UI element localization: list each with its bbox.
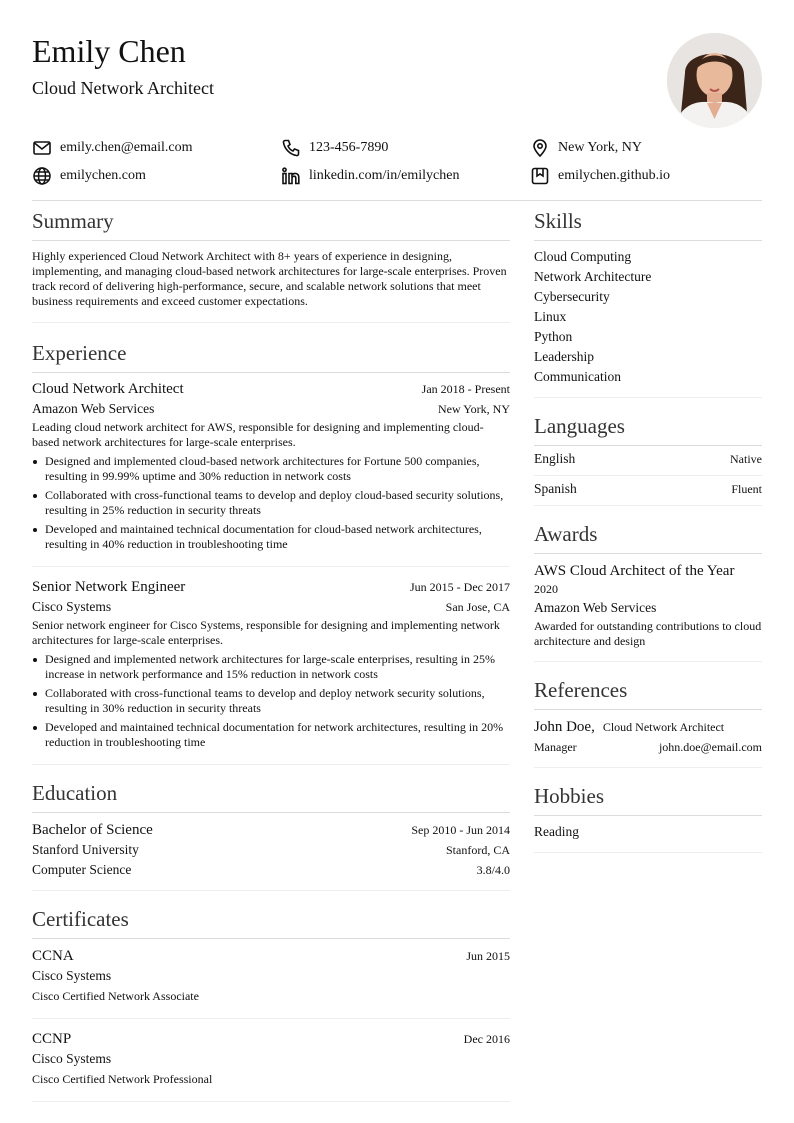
contact-phone-text: 123-456-7890 xyxy=(309,140,389,155)
resume-header xyxy=(32,32,762,132)
section-end-divider xyxy=(534,397,762,398)
skills-section xyxy=(534,208,762,398)
education-item xyxy=(32,813,510,890)
award-item xyxy=(534,554,762,661)
reference-item xyxy=(534,710,762,767)
job-bullet: Designed and implemented network architectures for large-scale enterprises, resulting in 25% increase in network performance and 15% reduction in network costs xyxy=(32,652,510,682)
right-column xyxy=(534,208,762,853)
certificate-date: Jun 2015 xyxy=(466,949,510,963)
contact-location xyxy=(530,134,762,162)
job-description: Senior network engineer for Cisco Systems, responsible for designing and implementing network architectures for large-scale enterprises. xyxy=(32,618,500,647)
candidate-title: Cloud Network Architect xyxy=(32,78,214,98)
hobby-item: Reading xyxy=(534,824,579,839)
award-title: AWS Cloud Architect of the Year xyxy=(534,563,735,579)
job-role: Senior Network Engineer xyxy=(32,579,186,595)
section-end-divider xyxy=(534,505,762,506)
languages-heading: Languages xyxy=(534,414,625,438)
education-section xyxy=(32,780,510,891)
awards-section xyxy=(534,521,762,662)
language-item xyxy=(534,446,762,475)
language-name: English xyxy=(534,451,576,466)
contact-list xyxy=(32,134,762,190)
contact-linkedin[interactable] xyxy=(281,162,530,190)
section-end-divider xyxy=(534,767,762,768)
contact-linkedin-text: linkedin.com/in/emilychen xyxy=(309,168,460,183)
school-location: Stanford, CA xyxy=(446,843,510,857)
references-heading: References xyxy=(534,678,628,702)
skill-item: Linux xyxy=(534,309,567,324)
section-end-divider xyxy=(534,661,762,662)
certificate-name: CCNA xyxy=(32,948,74,964)
skills-heading: Skills xyxy=(534,209,582,233)
experience-section xyxy=(32,340,510,765)
education-dates: Sep 2010 - Jun 2014 xyxy=(411,823,510,837)
job-bullet: Collaborated with cross-functional teams to develop and deploy cloud-based security solutions, resulting in 25% reduction in security threats xyxy=(32,488,510,518)
school: Stanford University xyxy=(32,842,139,857)
summary-section xyxy=(32,208,510,323)
summary-heading: Summary xyxy=(32,209,114,233)
section-end-divider xyxy=(32,1101,510,1102)
job-location: New York, NY xyxy=(437,402,510,416)
skill-item: Cybersecurity xyxy=(534,289,610,304)
globe-icon xyxy=(32,166,52,186)
award-year: 2020 xyxy=(534,582,558,596)
linkedin-icon xyxy=(281,166,301,186)
language-level: Native xyxy=(730,452,762,466)
job-company: Cisco Systems xyxy=(32,599,112,614)
job-dates: Jan 2018 - Present xyxy=(421,382,510,396)
left-column xyxy=(32,208,510,1102)
awards-heading: Awards xyxy=(534,522,598,546)
contact-website[interactable] xyxy=(32,162,281,190)
job-role: Cloud Network Architect xyxy=(32,381,184,397)
contact-github[interactable] xyxy=(530,162,762,190)
certificate-item xyxy=(32,939,510,1018)
reference-position: Cloud Network Architect xyxy=(602,720,725,734)
reference-email[interactable]: john.doe@email.com xyxy=(658,740,762,754)
skill-item: Communication xyxy=(534,369,621,384)
certificate-full-name: Cisco Certified Network Associate xyxy=(32,989,199,1003)
summary-text: Highly experienced Cloud Network Architect with 8+ years of experience in designing, implementing, and managing cloud-based network architectures for large-scale enterprises. Proven track record of delivering high-performance, secure, and scalable network solutions that meet business requirements and exceed customer expectations. xyxy=(32,249,507,308)
contact-phone[interactable] xyxy=(281,134,530,162)
skill-item: Cloud Computing xyxy=(534,249,632,264)
language-item xyxy=(534,476,762,505)
job-description: Leading cloud network architect for AWS, responsible for designing and implementing cloud-based network architectures for large-scale enterprises. xyxy=(32,420,484,449)
section-end-divider xyxy=(32,764,510,765)
job-location: San Jose, CA xyxy=(445,600,510,614)
award-issuer: Amazon Web Services xyxy=(534,600,657,615)
header-divider xyxy=(32,200,762,201)
certificate-name: CCNP xyxy=(32,1031,72,1047)
certificate-issuer: Cisco Systems xyxy=(32,968,112,983)
section-end-divider xyxy=(32,890,510,891)
contact-email-text: emily.chen@email.com xyxy=(60,140,193,155)
certificate-date: Dec 2016 xyxy=(463,1032,510,1046)
contact-email[interactable] xyxy=(32,134,281,162)
hobbies-heading: Hobbies xyxy=(534,784,604,808)
language-name: Spanish xyxy=(534,481,577,496)
job-bullet: Designed and implemented cloud-based network architectures for Fortune 500 companies, resulting in 99.99% uptime and 30% reduction in network costs xyxy=(32,454,510,484)
job-company: Amazon Web Services xyxy=(32,401,155,416)
experience-heading: Experience xyxy=(32,341,127,365)
job-bullet: Developed and maintained technical documentation for cloud-based network architectures, resulting in 40% reduction in troubleshooting time xyxy=(32,522,510,552)
job-bullet: Developed and maintained technical documentation for network architectures, resulting in 20% reduction in troubleshooting time xyxy=(32,720,510,750)
degree: Bachelor of Science xyxy=(32,822,153,838)
award-description: Awarded for outstanding contributions to cloud architecture and design xyxy=(534,619,762,648)
certificate-issuer: Cisco Systems xyxy=(32,1051,112,1066)
location-pin-icon xyxy=(530,138,550,158)
hobbies-section xyxy=(534,783,762,853)
skill-item: Network Architecture xyxy=(534,269,652,284)
contact-github-text: emilychen.github.io xyxy=(558,168,670,183)
reference-relation: Manager xyxy=(534,740,577,754)
phone-icon xyxy=(281,138,301,158)
certificate-full-name: Cisco Certified Network Professional xyxy=(32,1072,213,1086)
section-end-divider xyxy=(534,852,762,853)
languages-section xyxy=(534,413,762,506)
candidate-name: Emily Chen xyxy=(32,33,186,69)
reference-name: John Doe, xyxy=(534,719,595,735)
contact-website-text: emilychen.com xyxy=(60,168,146,183)
job-bullet: Collaborated with cross-functional teams to develop and deploy network security solutions, resulting in 30% reduction in security threats xyxy=(32,686,510,716)
experience-item xyxy=(32,567,510,764)
certificates-section xyxy=(32,906,510,1102)
references-section xyxy=(534,677,762,768)
experience-item xyxy=(32,373,510,566)
skill-item: Python xyxy=(534,329,573,344)
field-of-study: Computer Science xyxy=(32,862,132,877)
section-end-divider xyxy=(32,322,510,323)
gpa: 3.8/4.0 xyxy=(476,863,510,877)
envelope-icon xyxy=(32,138,52,158)
language-level: Fluent xyxy=(731,482,762,496)
bookmark-icon xyxy=(530,166,550,186)
skill-item: Leadership xyxy=(534,349,594,364)
contact-location-text: New York, NY xyxy=(558,140,643,155)
certificates-heading: Certificates xyxy=(32,907,129,931)
job-dates: Jun 2015 - Dec 2017 xyxy=(410,580,510,594)
certificate-item xyxy=(32,1019,510,1101)
avatar xyxy=(667,33,762,128)
education-heading: Education xyxy=(32,781,118,805)
